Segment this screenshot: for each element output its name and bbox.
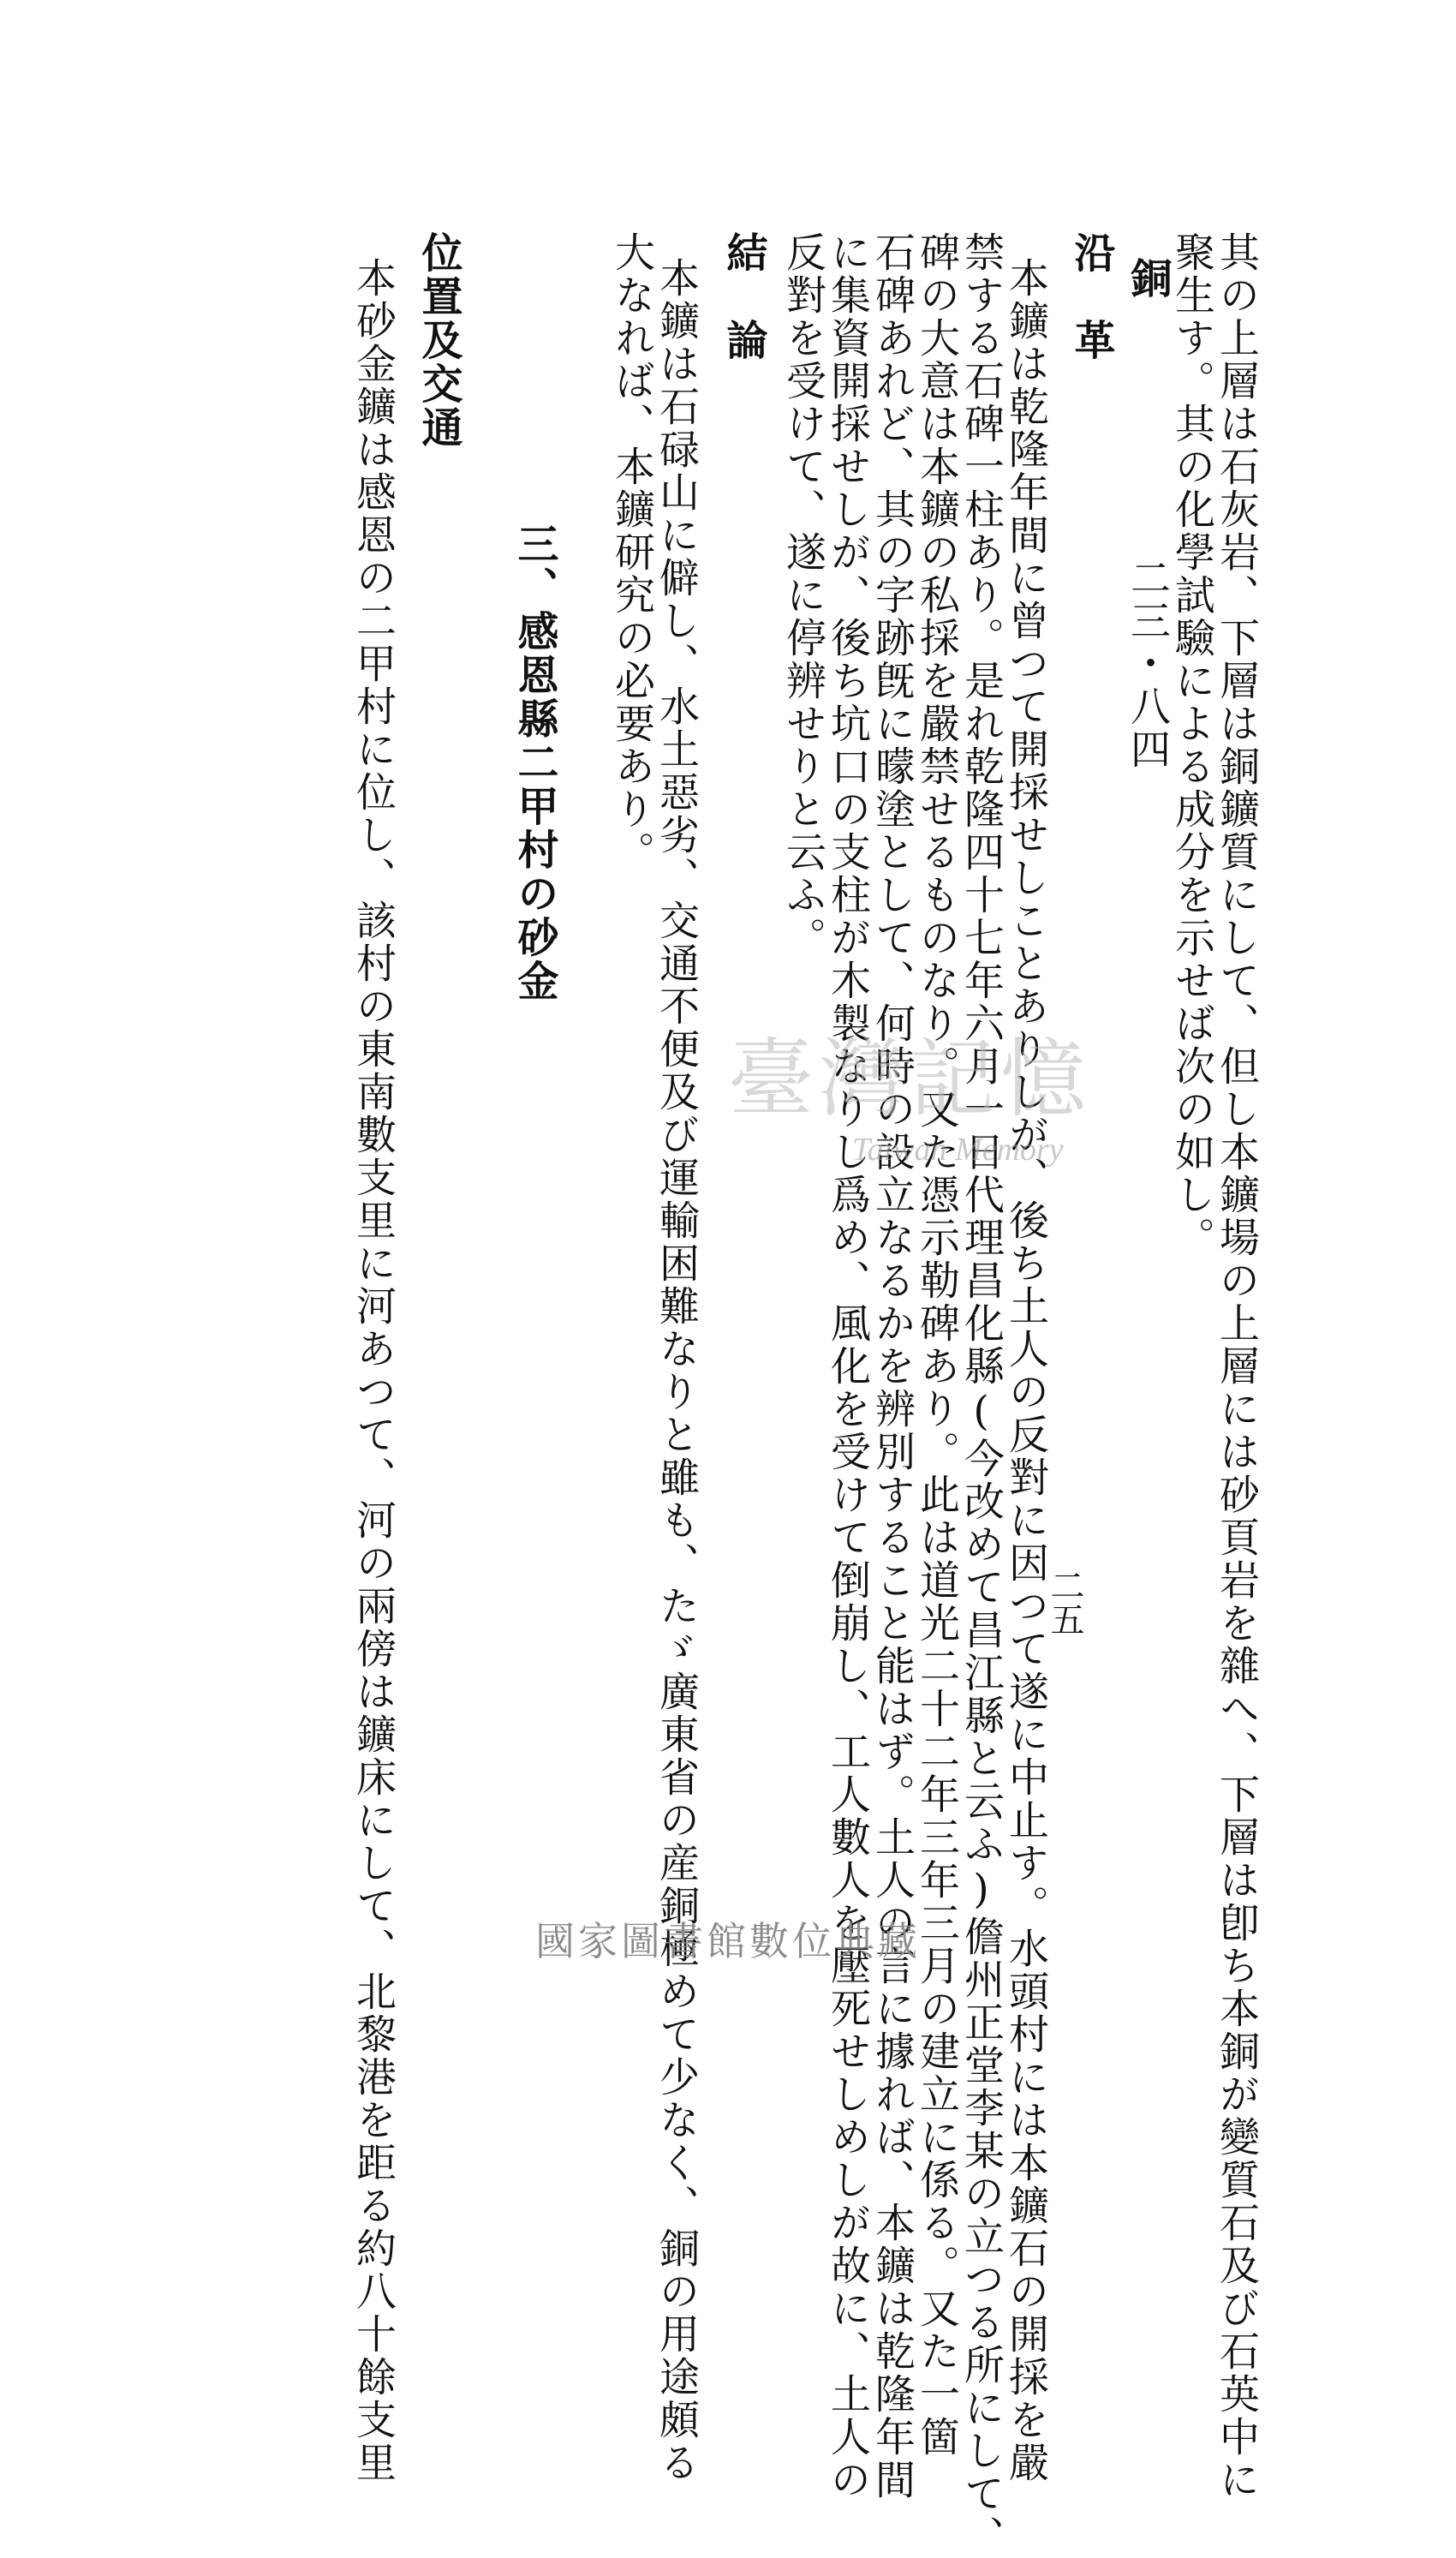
text-column: 禁する石碑一柱あり。是れ乾隆四十七年六月一日代理昌化縣(今改めて昌江縣と云ふ)儋州正堂李某の立つる所にして、 — [958, 231, 1005, 2558]
text-column: 本砂金鑛は感恩の二甲村に位し、該村の東南數支里に河あつて、河の兩傍は鑛床にして、北黎港を距る約八十餘支里 — [349, 257, 397, 2484]
section-heading: 三、感恩縣二甲村の砂金 — [510, 523, 558, 1003]
text-column: 石碑あれど、其の字跡旣に曚塗として、何時の設立なるかを辨別すること能はず。土人の言に據れば、本鑛は乾隆年間 — [868, 231, 916, 2501]
footer-credit: 國家圖書館數位典藏 — [535, 1918, 921, 1964]
section-heading: 銅 — [1124, 257, 1172, 301]
section-heading: 結 論 — [719, 231, 767, 362]
text-column: 其の上層は石灰岩、下層は銅鑛質にして、但し本鑛場の上層には砂頁岩を雜へ、下層は卽ち本銅が變質石及び石英中に — [1213, 231, 1260, 2501]
text-column: 反對を受けて、遂に停辨せりと云ふ。 — [779, 231, 826, 959]
watermark-logo — [728, 1029, 1173, 1168]
section-heading: 位置及交通 — [415, 231, 462, 450]
text-column: 碑の大意は本鑛の私採を嚴禁せるものなり。又た憑示勒碑あり。此は道光二十二年三年三月の建立に係る。又た一箇 — [913, 231, 960, 2459]
text-column: に集資開採せしが、後ち坑口の支柱が木製なりし爲め、風化を受けて倒崩し、工人數人を壓死せしめしが故に、土人の — [824, 231, 871, 2501]
watermark-en: Taiwan Memory — [852, 1132, 1064, 1168]
section-heading: 沿 革 — [1067, 231, 1115, 362]
text-column: 大なれば、本鑛研究の必要あり。 — [608, 231, 655, 874]
page-number: 二五 — [1045, 1568, 1084, 1636]
text-column: 本鑛は石碌山に僻し、水土惡劣、交通不便及び運輸困難なりと雖も、たゞ廣東省の産銅極めて少なく、銅の用途頗る — [653, 257, 700, 2484]
text-column: 聚生す。其の化學試驗による成分を示せば次の如し。 — [1168, 231, 1215, 1259]
text-column: 二三・八四 — [1124, 557, 1171, 771]
text-column: 本鑛は乾隆年間に曾つて開採せしことありしが、後ち土人の反對に因つて遂に中止す。水頭村には本鑛石の開採を嚴 — [1002, 257, 1049, 2484]
watermark-cjk: 臺灣記憶 — [728, 1029, 1091, 1129]
